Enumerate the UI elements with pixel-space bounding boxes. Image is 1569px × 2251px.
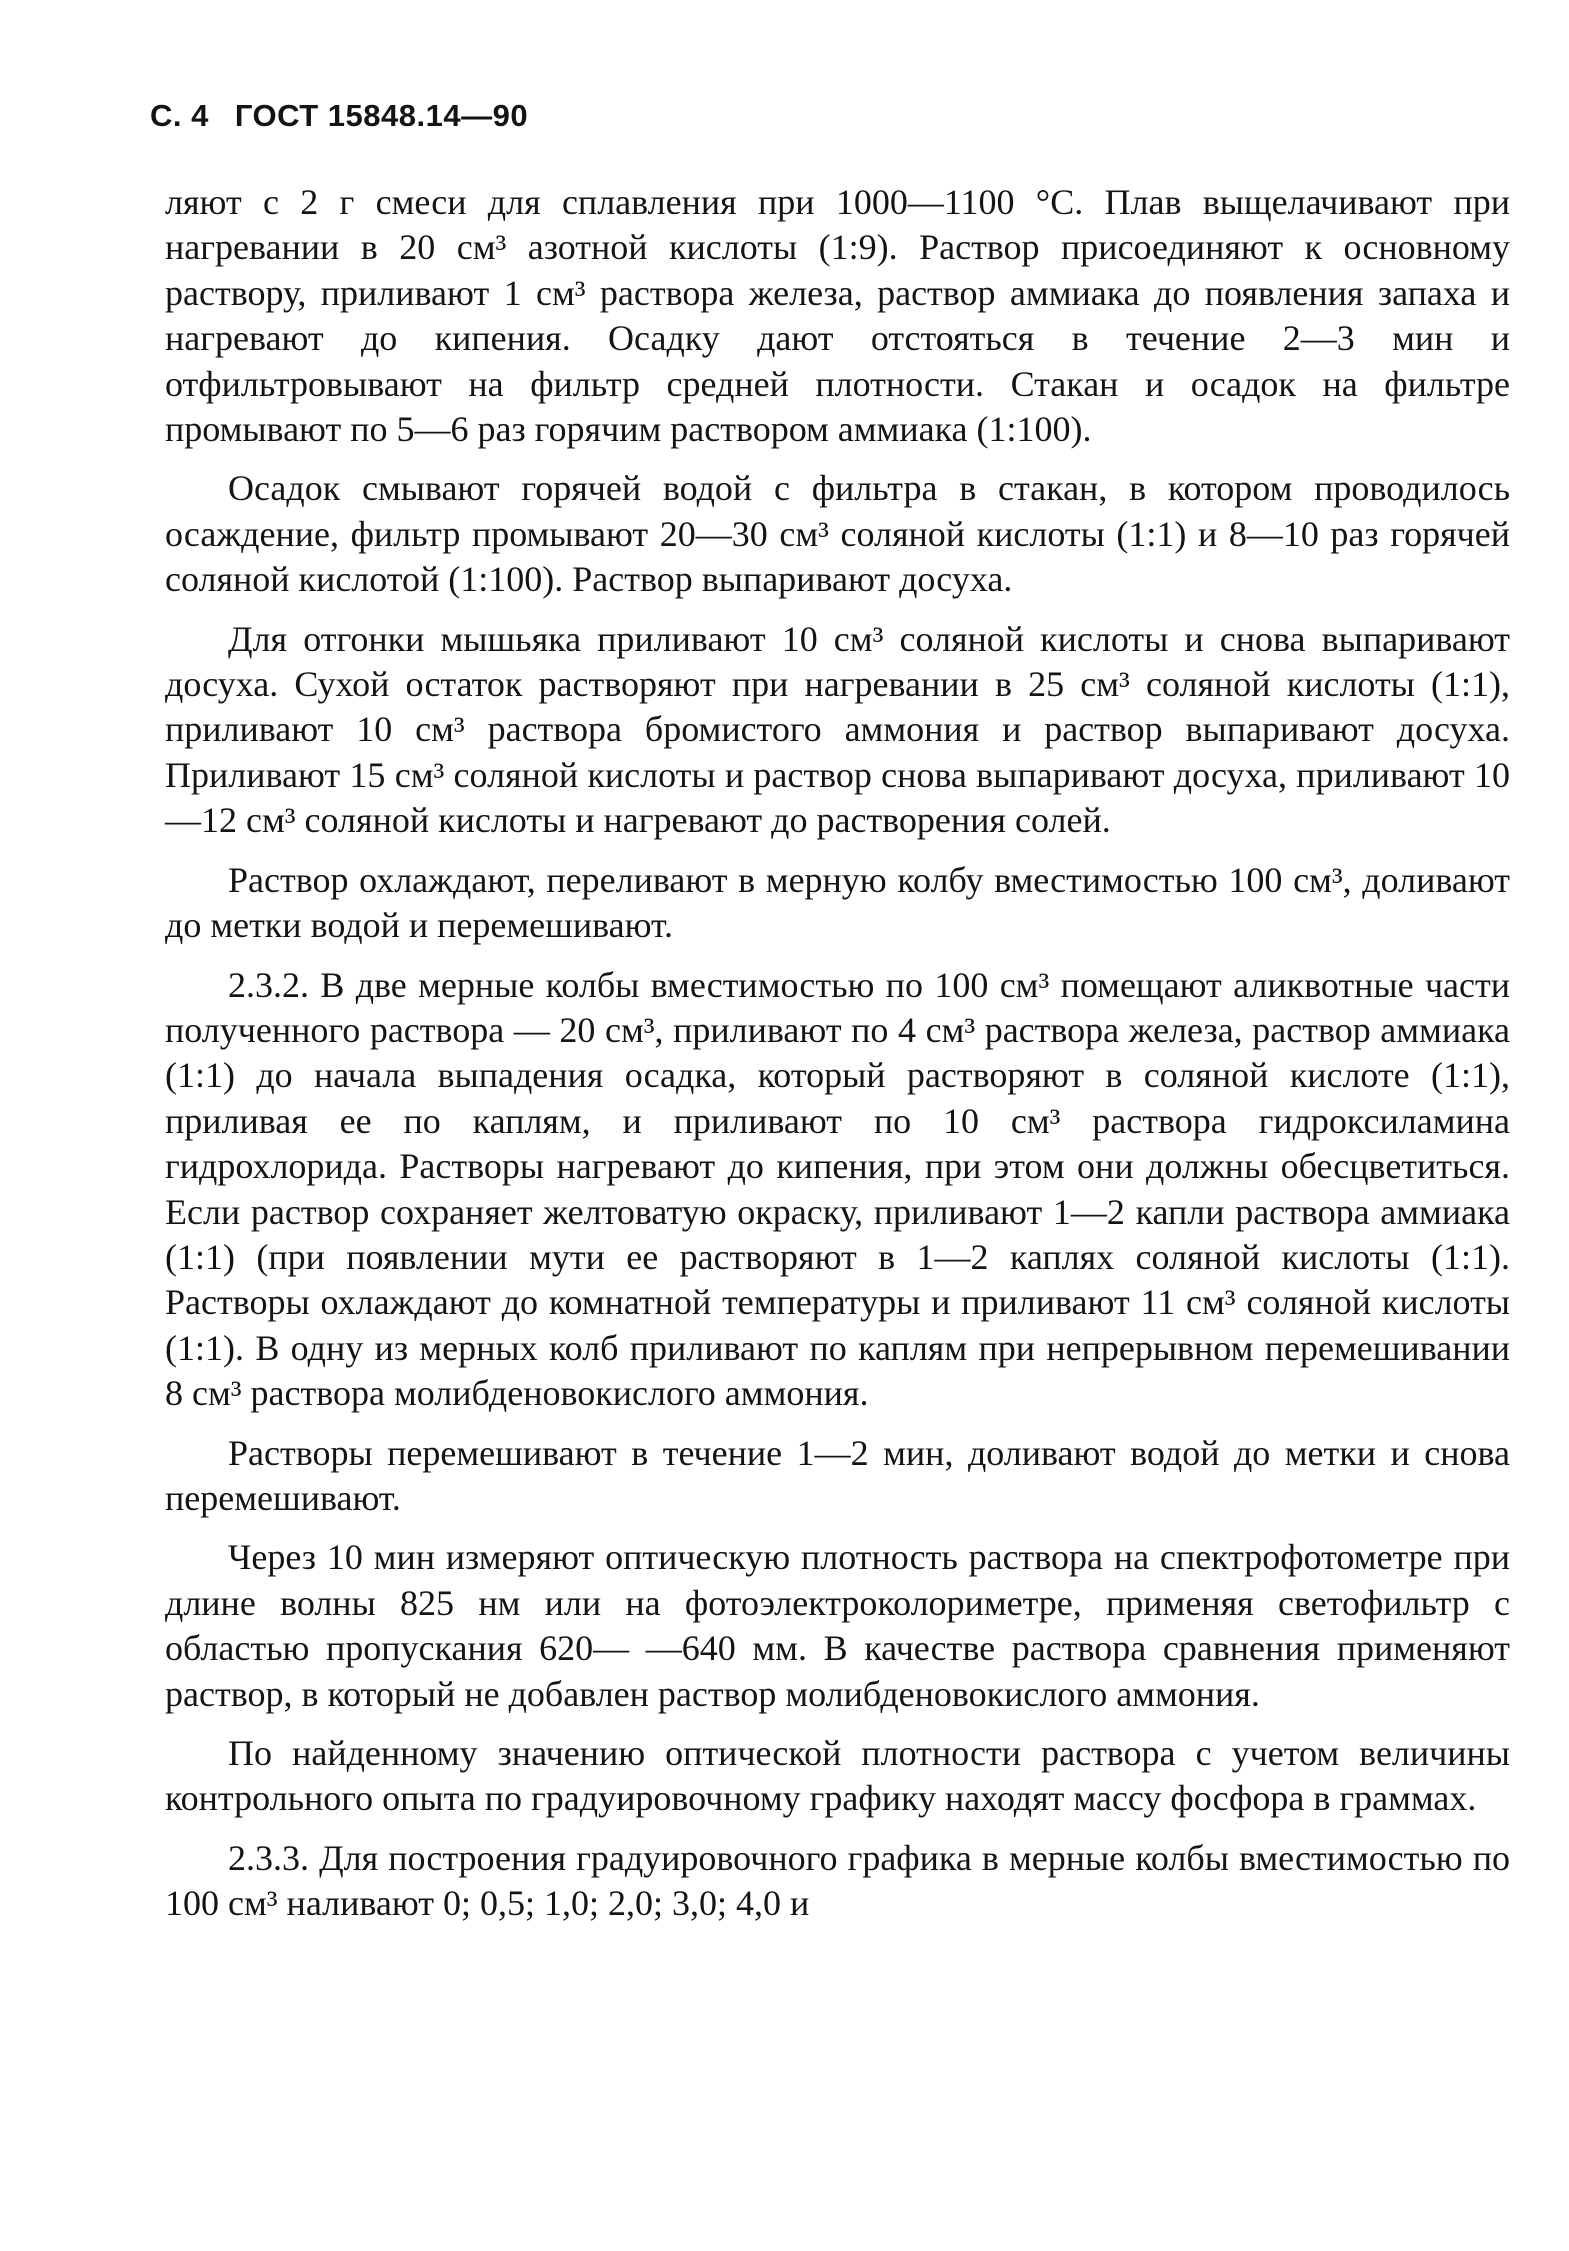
paragraph-arsenic-removal: Для отгонки мышьяка приливают 10 см³ соляной кислоты и снова выпаривают досуха. Сухой остаток растворяют при нагревании в 25 см³ соляной кислоты (1:1), приливают 10 см³ раствора бромистого аммония и раствор выпаривают досуха. Приливают 15 см³ соляной кислоты и раствор снова выпаривают досуха, приливают 10—12 см³ соляной кислоты и нагревают до растворения солей.: [165, 618, 1510, 841]
paragraph-section-2-3-3: 2.3.3. Для построения градуировочного графика в мерные колбы вместимостью по 100 см³ наливают 0; 0,5; 1,0; 2,0; 3,0; 4,0 и: [165, 1837, 1510, 1924]
paragraph-continuation: ляют с 2 г смеси для сплавления при 1000—1100 °С. Плав выщелачивают при нагревании в 20 см³ азотной кислоты (1:9). Раствор присоединяют к основному раствору, приливают 1 см³ раствора железа, раствор аммиака до появления запаха и нагревают до кипения. Осадку дают отстояться в течение 2—3 мин и отфильтровывают на фильтр средней плотности. Стакан и осадок на фильтре промывают по 5—6 раз горячим раствором аммиака (1:100).: [165, 182, 1510, 450]
paragraph-section-2-3-2: 2.3.2. В две мерные колбы вместимостью по 100 см³ помещают аликвотные части полученного раствора — 20 см³, приливают по 4 см³ раствора железа, раствор аммиака (1:1) до начала выпадения осадка, который растворяют в соляной кислоте (1:1), приливая ее по каплям, и приливают по 10 см³ раствора гидроксиламина гидрохлорида. Растворы нагревают до кипения, при этом они должны обесцветиться. Если раствор сохраняет желтоватую окраску, приливают 1—2 капли раствора аммиака (1:1) (при появлении мути ее растворяют в 1—2 каплях соляной кислоты (1:1). Растворы охлаждают до комнатной температуры и приливают 11 см³ соляной кислоты (1:1). В одну из мерных колб приливают по каплям при непрерывном перемешивании 8 см³ раствора молибденовокислого аммония.: [165, 964, 1510, 1414]
body-text: [165, 180, 1510, 1927]
paragraph-optical-density: Через 10 мин измеряют оптическую плотность раствора на спектрофотометре при длине волны 825 нм или на фотоэлектроколориметре, применяя светофильтр с областью пропускания 620— —640 мм. В качестве раствора сравнения применяют раствор, в который не добавлен раствор молибденовокислого аммония.: [165, 1537, 1510, 1714]
standard-designation: ГОСТ 15848.14—90: [234, 98, 529, 133]
paragraph-mixing: Растворы перемешивают в течение 1—2 мин, доливают водой до метки и снова перемешивают.: [165, 1432, 1510, 1518]
page-number: С. 4: [150, 98, 209, 133]
paragraph-sediment-washing: Осадок смывают горячей водой с фильтра в стакан, в котором проводилось осаждение, фильтр промывают 20—30 см³ соляной кислоты (1:1) и 8—10 раз горячей соляной кислотой (1:100). Раствор выпаривают досуха.: [165, 468, 1510, 600]
paragraph-cooling-solution: Раствор охлаждают, переливают в мерную колбу вместимостью 100 см³, доливают до метки водой и перемешивают.: [165, 859, 1510, 946]
paragraph-phosphorus-mass: По найденному значению оптической плотности раствора с учетом величины контрольного опыта по градуировочному графику находят массу фосфора в граммах.: [165, 1733, 1510, 1819]
page-header: [150, 98, 528, 134]
